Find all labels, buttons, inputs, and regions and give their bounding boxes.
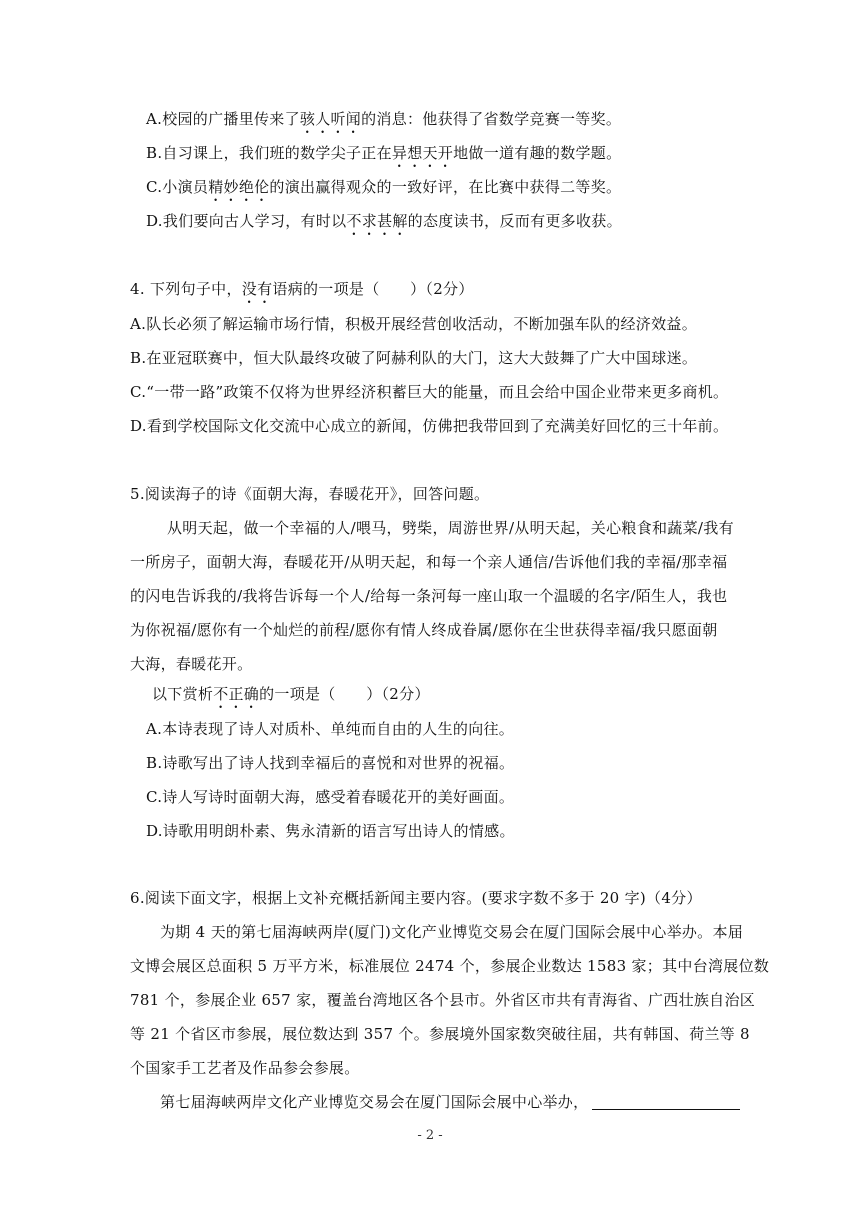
q6-stem: 6.阅读下面文字，根据上文补充概括新闻主要内容。(要求字数不多于 20 字)（4分） xyxy=(130,889,702,907)
q3-option-b xyxy=(146,143,621,171)
q6-paragraph-line: 文博会展区总面积 5 万平方米，标准展位 2474 个，参展企业数达 1583 家；其中台湾展位数 xyxy=(130,957,770,975)
q4-option-d: D.看到学校国际文化交流中心成立的新闻，仿佛把我带回到了充满美好回忆的三十年前。 xyxy=(130,417,729,435)
q5-stem: 5.阅读海子的诗《面朝大海，春暖花开》，回答问题。 xyxy=(130,485,490,503)
q3-option-d-text-end: 的态度读书，反而有更多收获。 xyxy=(407,212,622,230)
q3-option-c-text: C.小演员 xyxy=(146,178,209,196)
q3-option-b-emphasis: 异想天开 xyxy=(391,144,454,162)
q5-question xyxy=(152,684,430,712)
q3-option-c-emphasis: 精妙绝伦 xyxy=(208,178,270,196)
q5-option-a: A.本诗表现了诗人对质朴、单纯而自由的人生的向往。 xyxy=(146,720,515,738)
q5-option-b: B.诗歌写出了诗人找到幸福后的喜悦和对世界的祝福。 xyxy=(146,754,515,772)
q6-answer-line xyxy=(160,1092,740,1112)
q6-paragraph-line: 等 21 个省区市参展，展位数达到 357 个。参展境外国家数突破往届，共有韩国、荷兰等 8 xyxy=(130,1025,750,1043)
q5-poem-line: 大海，春暖花开。 xyxy=(130,655,253,673)
q5-option-d: D.诗歌用明朗朴素、隽永清新的语言写出诗人的情感。 xyxy=(146,822,515,840)
q4-option-a: A.队长必须了解运输市场行情，积极开展经营创收活动，不断加强车队的经济效益。 xyxy=(130,315,698,333)
page-number: - 2 - xyxy=(417,1128,443,1143)
q3-option-a xyxy=(146,109,621,137)
q5-option-c: C.诗人写诗时面朝大海，感受着春暖花开的美好画面。 xyxy=(146,788,515,806)
q6-answer-prefix: 第七届海峡两岸文化产业博览交易会在厦门国际会展中心举办， xyxy=(160,1093,589,1111)
q6-answer-blank[interactable] xyxy=(592,1093,740,1110)
q5-question-emphasis: 不正确 xyxy=(213,685,260,703)
q4-option-b: B.在亚冠联赛中，恒大队最终攻破了阿赫利队的大门，这大大鼓舞了广大中国球迷。 xyxy=(130,349,698,367)
q3-option-b-text-end: 地做一道有趣的数学题。 xyxy=(453,144,622,162)
q5-question-text-end: 的一项是（ ）（2分） xyxy=(259,685,430,703)
q4-stem-emphasis: 没有 xyxy=(241,280,273,298)
q5-poem-line: 为你祝福/愿你有一个灿烂的前程/愿你有情人终成眷属/愿你在尘世获得幸福/我只愿面朝 xyxy=(130,621,718,639)
q5-poem-line: 从明天起，做一个幸福的人/喂马，劈柴，周游世界/从明天起，关心粮食和蔬菜/我有 xyxy=(167,519,734,537)
q3-option-d-text: D.我们要向古人学习，有时以 xyxy=(146,212,347,230)
q3-option-a-emphasis: 骇人听闻 xyxy=(299,110,362,128)
q3-option-b-text: B.自习课上，我们班的数学尖子正在 xyxy=(146,144,392,162)
q4-stem xyxy=(130,279,474,307)
q5-poem-line: 的闪电告诉我的/我将告诉每一个人/给每一条河每一座山取一个温暖的名字/陌生人，我也 xyxy=(130,587,728,605)
q4-stem-text: 4. 下列句子中， xyxy=(130,280,242,298)
q6-paragraph-line: 为期 4 天的第七届海峡两岸(厦门)文化产业博览交易会在厦门国际会展中心举办。本届 xyxy=(160,923,744,941)
q3-option-c xyxy=(146,177,621,205)
q4-option-c: C.“一带一路”政策不仅将为世界经济积蓄巨大的能量，而且会给中国企业带来更多商机。 xyxy=(130,383,729,401)
q3-option-a-text-end: 的消息：他获得了省数学竞赛一等奖。 xyxy=(361,110,622,128)
q6-paragraph-line: 个国家手工艺者及作品参会参展。 xyxy=(130,1059,360,1077)
q4-stem-text-end: 语病的一项是（ ）（2分） xyxy=(272,280,474,298)
q6-paragraph-line: 781 个，参展企业 657 家，覆盖台湾地区各个县市。外省区市共有青海省、广西壮族自治区 xyxy=(130,991,756,1009)
q3-option-d-emphasis: 不求甚解 xyxy=(346,212,408,230)
q3-option-a-text: A.校园的广播里传来了 xyxy=(146,110,300,128)
q3-option-d xyxy=(146,211,622,239)
q5-question-text: 以下赏析 xyxy=(152,685,214,703)
q3-option-c-text-end: 的演出赢得观众的一致好评，在比赛中获得二等奖。 xyxy=(269,178,622,196)
q5-poem-line: 一所房子，面朝大海，春暖花开/从明天起，和每一个亲人通信/告诉他们我的幸福/那幸福 xyxy=(130,553,728,571)
